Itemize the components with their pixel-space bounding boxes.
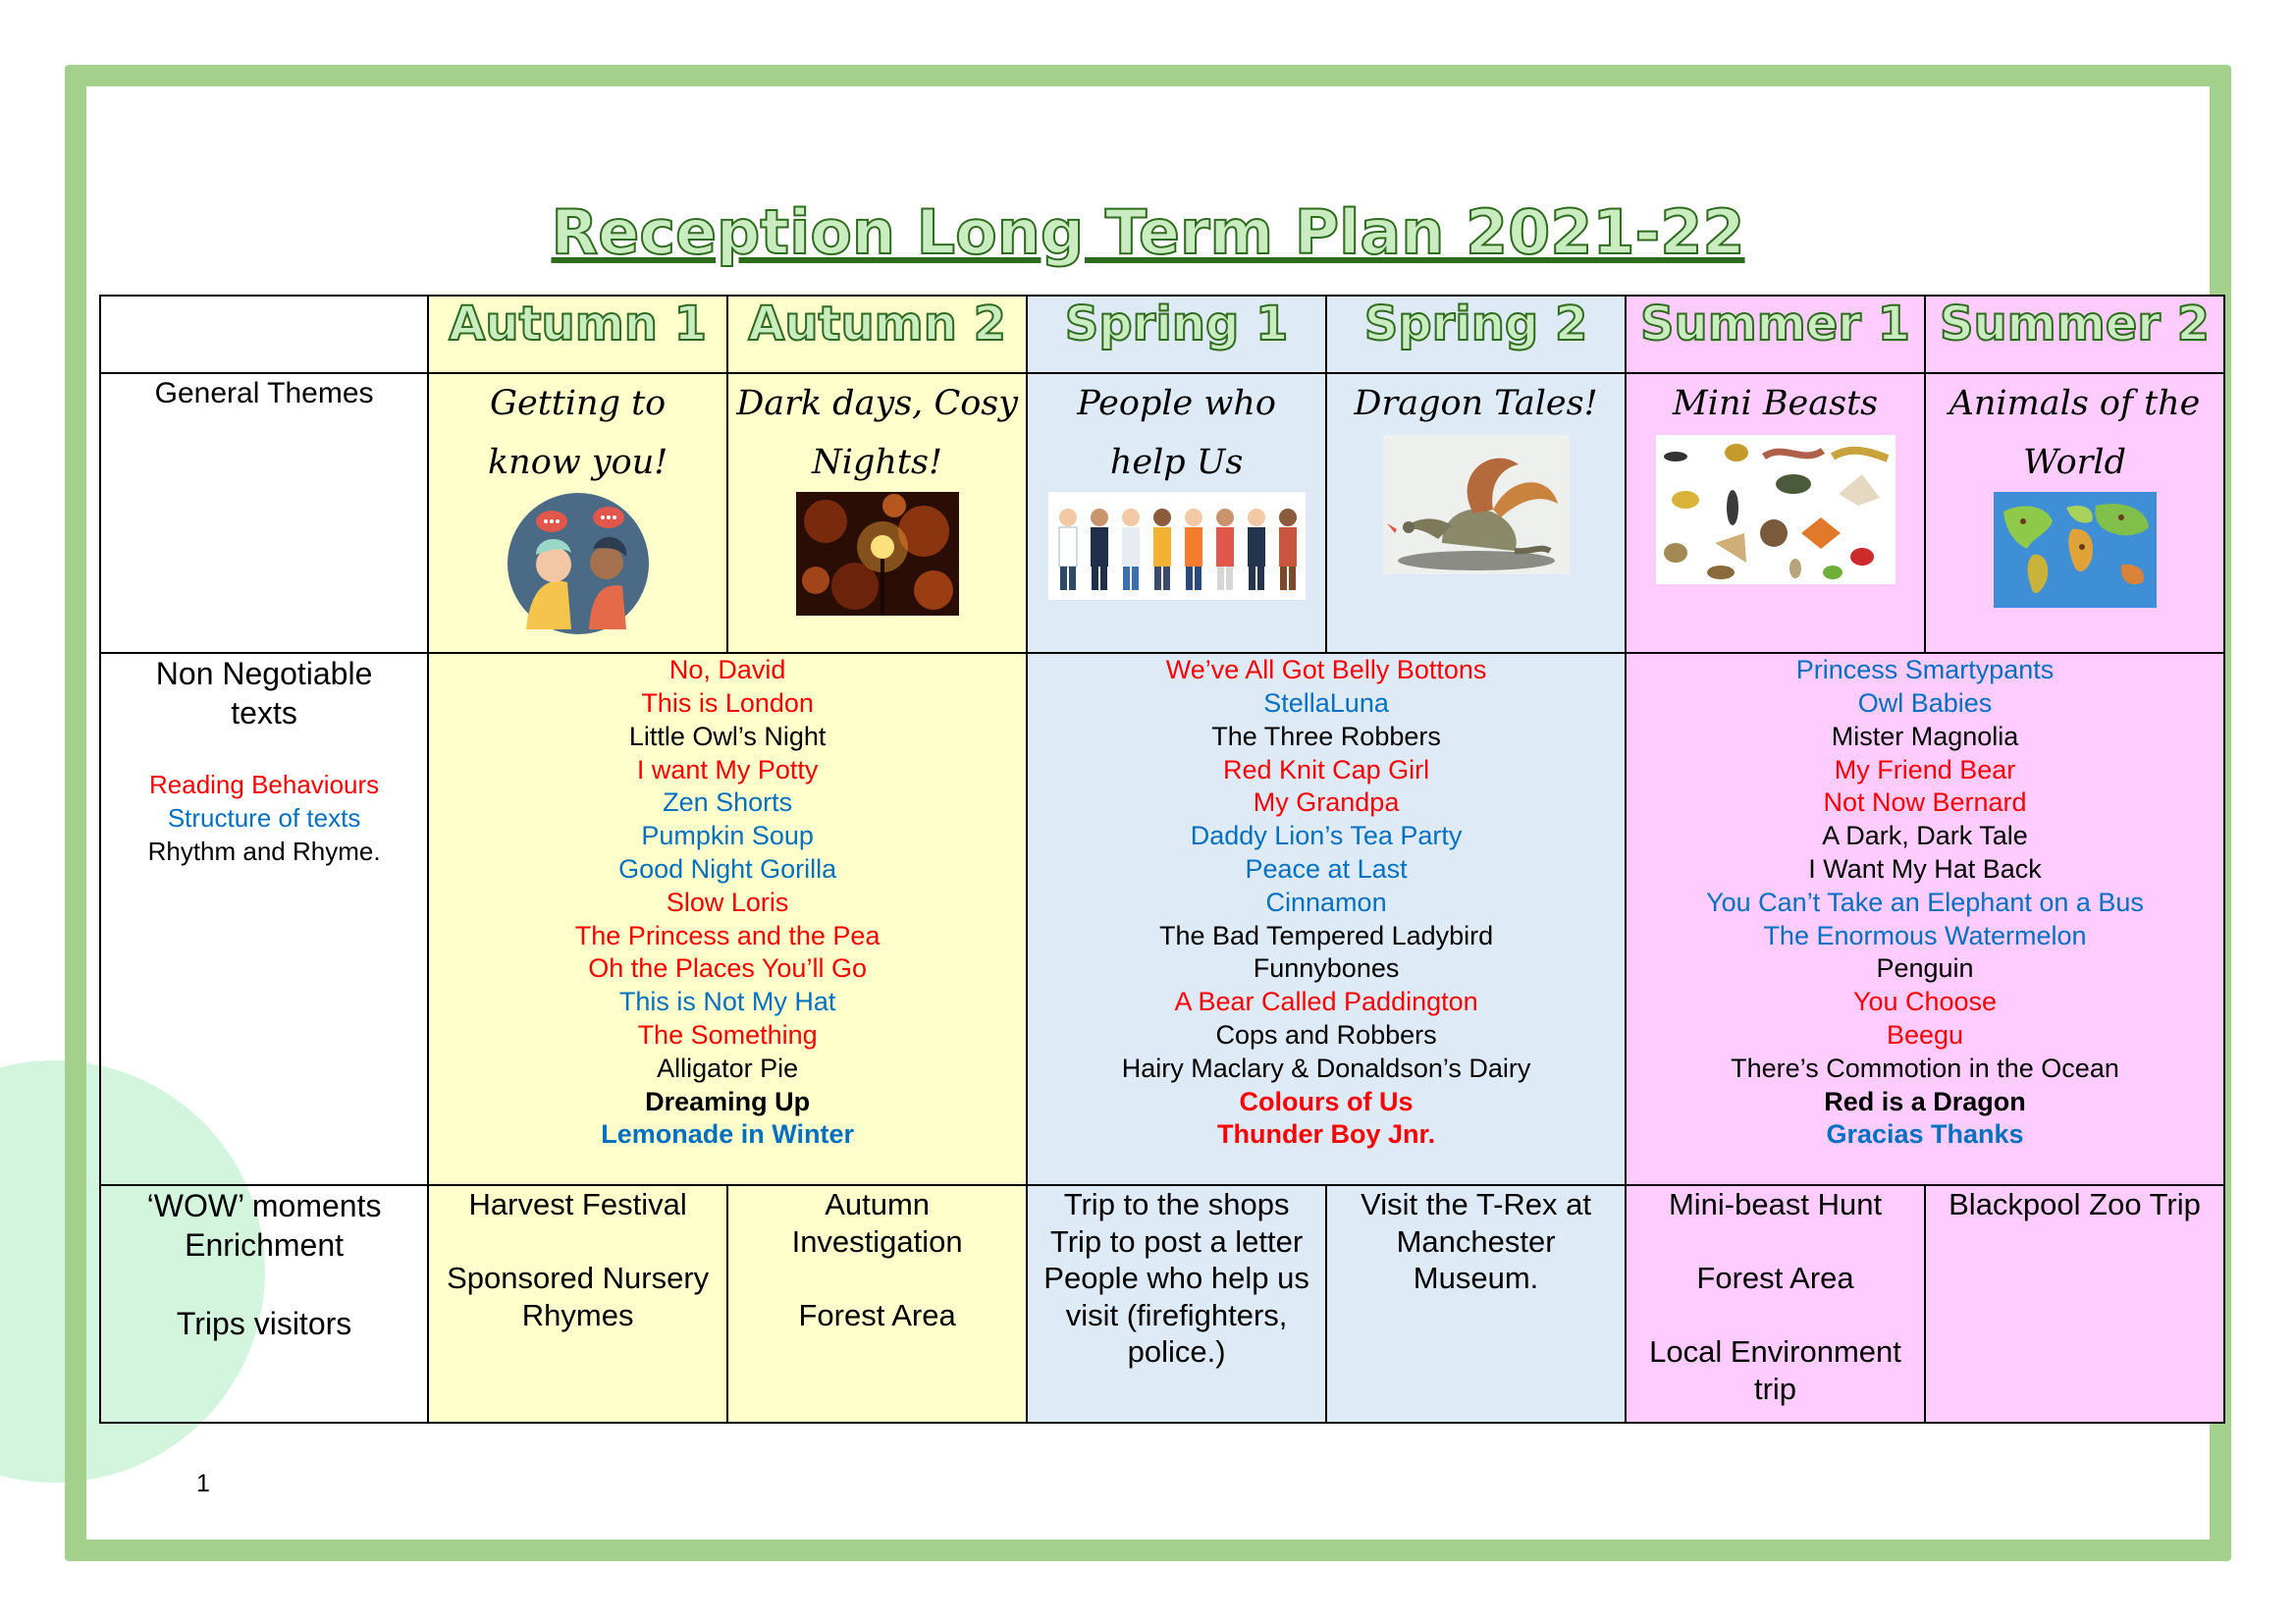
book-title: Dreaming Up xyxy=(645,1086,811,1116)
world-animal-map-image xyxy=(1994,492,2157,608)
wow-line: police.) xyxy=(1127,1334,1226,1370)
book-title: The Princess and the Pea xyxy=(574,920,881,950)
book-title: Cops and Robbers xyxy=(1215,1019,1437,1050)
book-title: The Three Robbers xyxy=(1211,721,1441,751)
header-autumn-1: Autumn 1 xyxy=(428,296,727,373)
book-title: StellaLuna xyxy=(1263,688,1389,718)
wow-spring-1 xyxy=(1027,1185,1326,1423)
book-title: You Can’t Take an Elephant on a Bus xyxy=(1706,887,2144,917)
book-title: Zen Shorts xyxy=(663,787,793,818)
book-title: Princess Smartypants xyxy=(1795,655,2055,685)
corner-cell xyxy=(100,296,428,373)
theme-autumn-2: Dark days, Cosy Nights! xyxy=(727,373,1027,653)
wow-line: Harvest Festival xyxy=(468,1187,687,1222)
header-summer-1: Summer 1 xyxy=(1626,296,1925,373)
wow-line: Visit the T-Rex at xyxy=(1361,1187,1591,1222)
wow-line: Rhymes xyxy=(521,1297,634,1332)
theme-summer-1: Mini Beasts xyxy=(1626,373,1925,653)
wow-line: Trip to the shops xyxy=(1063,1187,1290,1222)
wow-line xyxy=(728,1260,1026,1297)
book-title: Thunder Boy Jnr. xyxy=(1217,1119,1436,1150)
texts-autumn xyxy=(428,653,1027,1185)
minibeasts-image xyxy=(1656,435,1896,584)
themes-label: General Themes xyxy=(100,373,428,653)
header-autumn-2: Autumn 2 xyxy=(727,296,1027,373)
theme-spring-1: People who help Us xyxy=(1027,373,1326,653)
book-title: Red is a Dragon xyxy=(1824,1086,2026,1116)
book-title: Not Now Bernard xyxy=(1823,787,2027,818)
wow-autumn-2 xyxy=(727,1185,1027,1423)
book-title: I want My Potty xyxy=(636,754,819,785)
texts-summer xyxy=(1626,653,2224,1185)
book-title: Gracias Thanks xyxy=(1826,1119,2024,1150)
book-title: Mister Magnolia xyxy=(1831,721,2019,751)
wow-row xyxy=(100,1185,2224,1423)
book-title: Colours of Us xyxy=(1239,1086,1414,1116)
community-helpers-image xyxy=(1048,492,1306,600)
wow-line: Forest Area xyxy=(798,1297,956,1332)
book-title: My Friend Bear xyxy=(1834,754,2016,785)
wow-line: Forest Area xyxy=(1696,1261,1854,1296)
texts-spring-list xyxy=(1028,654,1625,1152)
book-title: Oh the Places You’ll Go xyxy=(588,953,867,984)
key-rhythm-and-rhyme: Rhythm and Rhyme. xyxy=(147,837,381,867)
book-title: Slow Loris xyxy=(666,887,789,917)
wow-summer-2 xyxy=(1925,1185,2224,1423)
book-title: The Something xyxy=(637,1019,818,1050)
theme-summer-2: Animals of the World xyxy=(1925,373,2224,653)
book-title: Penguin xyxy=(1876,953,1974,984)
wow-line: Manchester xyxy=(1396,1223,1556,1259)
book-title: Little Owl’s Night xyxy=(628,721,827,751)
wow-summer-1 xyxy=(1626,1185,1925,1423)
texts-label: Non Negotiable texts Reading Behaviours Structure of texts Rhythm and Rhyme. xyxy=(100,653,428,1185)
wow-line: Mini-beast Hunt xyxy=(1668,1187,1883,1222)
wow-line xyxy=(429,1223,726,1261)
texts-spring xyxy=(1027,653,1626,1185)
wow-line: Autumn xyxy=(825,1187,931,1222)
book-title: My Grandpa xyxy=(1253,787,1400,818)
wow-line: trip xyxy=(1753,1371,1797,1406)
texts-autumn-list xyxy=(429,654,1026,1152)
book-title: I Want My Hat Back xyxy=(1808,853,2042,884)
book-title: A Dark, Dark Tale xyxy=(1822,821,2028,851)
wow-line: Investigation xyxy=(791,1223,963,1259)
book-title: Good Night Gorilla xyxy=(618,853,837,884)
wow-line: Trip to post a letter xyxy=(1049,1223,1304,1259)
wow-line xyxy=(1627,1223,1924,1261)
book-title: Daddy Lion’s Tea Party xyxy=(1190,821,1463,851)
book-title: A Bear Called Paddington xyxy=(1174,987,1478,1017)
book-title: Funnybones xyxy=(1253,953,1400,984)
wow-label: ‘WOW’ moments Enrichment Trips visitors xyxy=(100,1185,428,1423)
header-summer-2: Summer 2 xyxy=(1925,296,2224,373)
book-title: This is Not My Hat xyxy=(618,987,836,1017)
wow-autumn-1 xyxy=(428,1185,727,1423)
header-spring-1: Spring 1 xyxy=(1027,296,1326,373)
texts-row xyxy=(100,653,2224,1185)
book-title: Alligator Pie xyxy=(657,1053,799,1083)
book-title: The Enormous Watermelon xyxy=(1763,920,2087,950)
key-reading-behaviours: Reading Behaviours xyxy=(149,770,380,800)
themes-row xyxy=(100,373,2224,653)
long-term-plan-table xyxy=(99,295,2225,1424)
book-title: Cinnamon xyxy=(1265,887,1387,917)
book-title: The Bad Tempered Ladybird xyxy=(1158,920,1494,950)
friends-chatting-image xyxy=(507,492,650,635)
book-title: Lemonade in Winter xyxy=(601,1119,855,1150)
book-title: You Choose xyxy=(1852,987,1998,1017)
theme-autumn-1: Getting to know you! xyxy=(428,373,727,653)
book-title: There’s Commotion in the Ocean xyxy=(1731,1053,2119,1083)
page-title: Reception Long Term Plan 2021-22 xyxy=(551,196,1745,268)
page-number: 1 xyxy=(196,1470,210,1497)
book-title: This is London xyxy=(641,688,814,718)
book-title: We’ve All Got Belly Bottons xyxy=(1165,655,1487,685)
wow-line: People who help us xyxy=(1043,1261,1309,1296)
header-row xyxy=(100,296,2224,373)
texts-summer-list xyxy=(1627,654,2223,1152)
book-title: Beegu xyxy=(1886,1019,1964,1050)
book-title: Peace at Last xyxy=(1245,853,1408,884)
book-title: No, David xyxy=(668,655,786,685)
wow-line: Sponsored Nursery xyxy=(447,1261,710,1296)
book-title: Hairy Maclary & Donaldson’s Dairy xyxy=(1121,1053,1531,1083)
book-title: Red Knit Cap Girl xyxy=(1223,754,1430,785)
wow-line: visit (firefighters, xyxy=(1065,1297,1288,1332)
wow-line xyxy=(1627,1297,1924,1334)
key-structure-of-texts: Structure of texts xyxy=(167,803,361,834)
wow-line: Museum. xyxy=(1413,1261,1539,1296)
book-title: Owl Babies xyxy=(1857,688,1993,718)
wow-spring-2 xyxy=(1326,1185,1626,1423)
wow-line: Blackpool Zoo Trip xyxy=(1949,1187,2201,1222)
dragon-image xyxy=(1383,435,1570,574)
wow-line: Local Environment xyxy=(1649,1334,1901,1370)
theme-spring-2: Dragon Tales! xyxy=(1326,373,1626,653)
book-title: Pumpkin Soup xyxy=(641,821,814,851)
lantern-leaves-image xyxy=(796,492,959,616)
header-spring-2: Spring 2 xyxy=(1326,296,1626,373)
